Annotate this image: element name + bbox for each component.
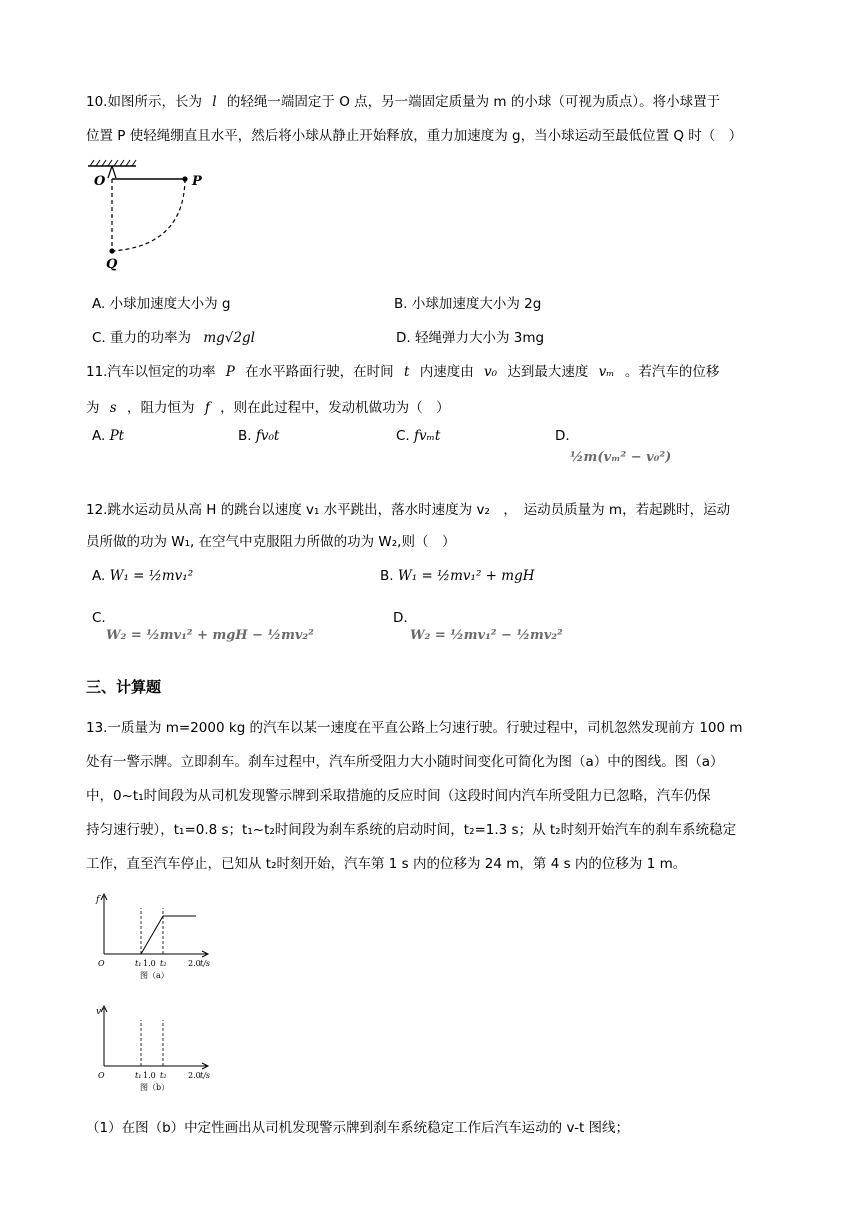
- svg-text:1.0: 1.0: [143, 1071, 156, 1080]
- q13-line4: 持匀速行驶），t₁=0.8 s；t₁~t₂时间段为刹车系统的启动时间，t₂=1.3 s；从 t₂时刻开始汽车的刹车系统稳定: [86, 822, 737, 838]
- var-l: l: [212, 94, 217, 110]
- graph-a-y-label: f: [96, 895, 100, 905]
- svg-text:t₁: t₁: [135, 959, 142, 968]
- q13-line1: 13.一质量为 m=2000 kg 的汽车以某一速度在平直公路上匀速行驶。行驶过程中，司机忽然发现前方 100 m: [86, 720, 743, 736]
- label-Q: Q: [106, 257, 118, 272]
- svg-text:2.0: 2.0: [188, 959, 201, 968]
- graph-b-caption: 图（b）: [140, 1083, 170, 1092]
- svg-text:t₂: t₂: [160, 959, 167, 968]
- svg-text:1.0: 1.0: [143, 959, 156, 968]
- q12-option-b[interactable]: B. W₁ = ½mv₁² + mgH: [380, 568, 535, 584]
- q11-option-a[interactable]: A. Pt: [92, 428, 125, 444]
- q10-line2: 位置 P 使轻绳绷直且水平，然后将小球从静止开始释放，重力加速度为 g，当小球运动至最低位置 Q 时（ ）: [86, 128, 743, 144]
- pendulum-figure: [84, 158, 214, 274]
- q12-option-c[interactable]: C.: [92, 610, 106, 626]
- graph-a: [90, 888, 220, 988]
- q10-option-a[interactable]: A. 小球加速度大小为 g: [92, 296, 231, 312]
- q12-option-d[interactable]: D.: [393, 610, 408, 626]
- q11-line1: 11.汽车以恒定的功率 P 在水平路面行驶，在时间 t 内速度由 v₀ 达到最大速度 vₘ 。若汽车的位移: [86, 364, 720, 380]
- q10-option-c[interactable]: C. 重力的功率为 mg√2gl: [92, 330, 255, 346]
- q12-line1: 12.跳水运动员从高 H 的跳台以速度 v₁ 水平跳出，落水时速度为 v₂ ， 运动员质量为 m，若起跳时，运动: [86, 502, 731, 518]
- q12-option-a[interactable]: A. W₁ = ½mv₁²: [92, 568, 194, 584]
- power-formula: mg√2gl: [203, 330, 255, 346]
- q11-option-b[interactable]: B. fv₀t: [238, 428, 280, 444]
- graph-b-y-label: v: [96, 1007, 102, 1017]
- section-title: 三、计算题: [86, 678, 162, 696]
- svg-text:2.0: 2.0: [188, 1071, 201, 1080]
- graph-a-origin: O: [98, 959, 105, 968]
- svg-text:t₁: t₁: [135, 1071, 142, 1080]
- svg-text:t/s: t/s: [200, 959, 211, 968]
- graph-b: [90, 1000, 220, 1100]
- q13-line3: 中，0~t₁时间段为从司机发现警示牌到采取措施的反应时间（这段时间内汽车所受阻力已忽略，汽车仍保: [86, 788, 711, 804]
- svg-text:t/s: t/s: [200, 1071, 211, 1080]
- graph-b-origin: O: [98, 1071, 105, 1080]
- label-P: P: [192, 174, 202, 189]
- q11-line2: 为 s ，阻力恒为 f ，则在此过程中，发动机做功为（ ）: [86, 400, 450, 416]
- q11-option-c[interactable]: C. fvₘt: [396, 428, 441, 444]
- q10-option-d[interactable]: D. 轻绳弹力大小为 3mg: [396, 330, 545, 346]
- q12-option-d-formula: W₂ = ½mv₁² − ½mv₂²: [410, 628, 563, 643]
- q12-line2: 员所做的功为 W₁, 在空气中克服阻力所做的功为 W₂,则（ ）: [86, 534, 456, 550]
- q13-line5: 工作，直至汽车停止，已知从 t₂时刻开始，汽车第 1 s 内的位移为 24 m，第 4 s 内的位移为 1 m。: [86, 856, 687, 872]
- q10-line1: 10.如图所示，长为 l 的轻绳一端固定于 O 点，另一端固定质量为 m 的小球（可视为质点）。将小球置于: [86, 94, 721, 110]
- label-O: O: [94, 174, 106, 189]
- svg-text:t₂: t₂: [160, 1071, 167, 1080]
- graph-a-caption: 图（a）: [140, 971, 169, 980]
- q13-line2: 处有一警示牌。立即刹车。刹车过程中，汽车所受阻力大小随时间变化可简化为图（a）中的图线。图（a）: [86, 754, 724, 770]
- q11-option-d-formula: ½m(vₘ² − v₀²): [570, 450, 672, 465]
- q12-option-c-formula: W₂ = ½mv₁² + mgH − ½mv₂²: [106, 628, 314, 643]
- q10-option-b[interactable]: B. 小球加速度大小为 2g: [394, 296, 542, 312]
- q13-subquestion-1: （1）在图（b）中定性画出从司机发现警示牌到刹车系统稳定工作后汽车运动的 v-t 图线；: [86, 1120, 630, 1136]
- q11-option-d[interactable]: D.: [555, 428, 570, 444]
